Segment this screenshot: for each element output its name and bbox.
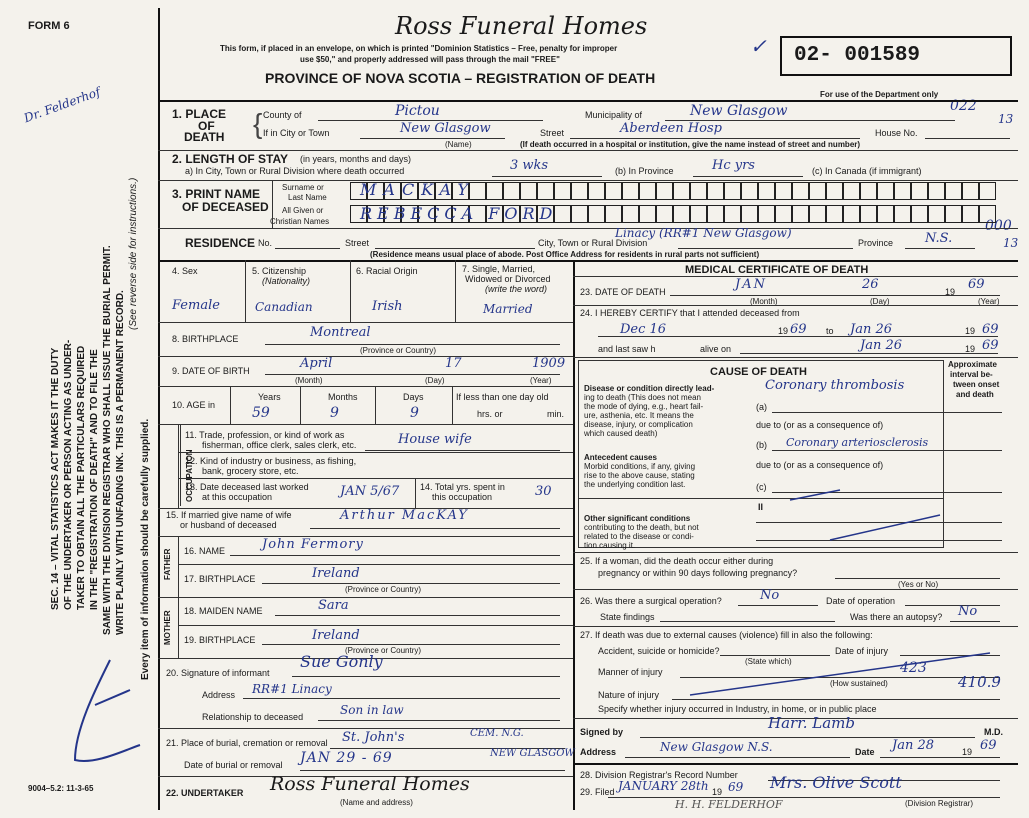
burial-place-note: CEM. N.G. — [470, 728, 524, 739]
informant-address-value[interactable]: RR#1 Linacy — [252, 682, 332, 696]
cause-b-value[interactable]: Coronary arteriosclerosis — [786, 436, 929, 449]
letter-box — [758, 205, 775, 223]
envelope-note-2: use $50," and properly addressed will pass through the mail "FREE" — [300, 55, 560, 64]
relationship-value[interactable]: Son in law — [340, 703, 404, 717]
autopsy-value[interactable]: No — [958, 604, 978, 619]
residence-label: RESIDENCE — [185, 236, 256, 250]
registrar-signature[interactable]: Mrs. Olive Scott — [770, 773, 902, 792]
county-value[interactable]: Pictou — [395, 103, 440, 119]
mother-maiden-value[interactable]: Sara — [318, 598, 349, 613]
burial-town-value: NEW GLASGOW — [490, 748, 575, 759]
municipality-value[interactable]: New Glasgow — [690, 103, 788, 119]
letter-box — [860, 205, 877, 223]
letter-box — [843, 205, 860, 223]
mother-side-label: MOTHER — [163, 610, 172, 645]
letter-box — [792, 182, 809, 200]
letter-box — [571, 205, 588, 223]
years-occupation-value[interactable]: 30 — [535, 484, 552, 499]
spouse-value[interactable]: Arthur MacKAY — [340, 508, 469, 523]
form-code: 9004–5.2: 11-3-65 — [28, 784, 94, 793]
side-instructions-7: (See reverse side for instructions.) — [128, 177, 139, 330]
dob-year-value[interactable]: 1909 — [532, 356, 566, 371]
father-side-label: FATHER — [163, 548, 172, 580]
letter-box — [571, 182, 588, 200]
residence-note: (Residence means usual place of abode. Post Office Address for residents in rural parts not sufficient) — [370, 250, 760, 259]
given-names-value[interactable]: REBECCA FORD — [360, 204, 558, 223]
letter-box — [622, 182, 639, 200]
margin-note: Dr. Felderhof — [22, 84, 103, 126]
letter-box — [826, 182, 843, 200]
cause-title: CAUSE OF DEATH — [710, 366, 807, 378]
letter-box — [979, 182, 996, 200]
letter-box — [690, 205, 707, 223]
letter-box — [486, 182, 503, 200]
city-value[interactable]: New Glasgow — [400, 121, 491, 136]
age-years-value[interactable]: 59 — [252, 405, 270, 421]
death-month-value[interactable]: JAN — [735, 277, 767, 292]
birthplace-value[interactable]: Montreal — [310, 325, 371, 340]
letter-box — [741, 182, 758, 200]
stay-province-value[interactable]: Hc yrs — [712, 158, 755, 173]
informant-signature[interactable]: Sue Gonly — [300, 652, 383, 671]
dept-code-1: 022 — [950, 98, 977, 114]
letter-box — [809, 205, 826, 223]
side-instructions-6: WRITE PLAINLY WITH UNFADING INK. THIS IS A PERMANENT RECORD. — [115, 290, 126, 635]
mother-birthplace-value[interactable]: Ireland — [312, 628, 360, 643]
brand-title: Ross Funeral Homes — [395, 12, 648, 40]
letter-box — [775, 205, 792, 223]
burial-date-value[interactable]: JAN 29 - 69 — [300, 750, 393, 766]
margin-scribble — [55, 650, 145, 780]
dept-code-2: 13 — [998, 112, 1014, 126]
letter-box — [860, 182, 877, 200]
province-value[interactable]: N.S. — [925, 231, 953, 246]
street-value[interactable]: Aberdeen Hosp — [620, 121, 722, 136]
letter-box — [928, 182, 945, 200]
death-registration-form: FORM 6 Ross Funeral Homes This form, if placed in an envelope, on which is printed "Dominion Statistics – Free, penalty for improper use $50," and properly addressed will pass through the mail "FREE" PROVINCE OF NOVA SCOTIA – REGISTRATION OF DEATH 02- 001589 For use of the Department only ✓ 022 13 000 13 Dr. Felderhof 9004–5.2: 11-3-65 SEC. 14 – VITAL STATISTICS ACT MAKES IT THE DUTY OF THE UNDERTAKER OR PERSON ACTING AS UNDER- TAKER TO OBTAIN ALL THE PARTICULARS REQUIRED IN THE "REGISTRATION OF DEATH" AND TO FILE THE SAME WITH THE DIVISION REGISTRAR WHO SHALL ISSUE THE BURIAL PERMIT. WRITE PLAINLY WITH UNFADING INK. THIS IS A PERMANENT RECORD. (See reverse side for instructions.) Every item of information should be carefully supplied. 1. PLACE OF DEATH { County of Pictou Municipality of New Glasgow If in City or Town New Glasgow (Name) Street Aberdeen Hosp House No. (If death occurred in a hospital or institution, give the name instead of street and number) 2. LENGTH OF STAY (in years, months and days) a) In City, Town or Rural Division where death occurred 3 wks (b) In Province Hc yrs (c) In Canada (if immigrant) 3. PRINT NAME OF DECEASED Surname or Last Name All Given or Christian Names MACKAY REBECCA FORD RESIDENCE No. Street City, Town or Rural Division Linacy (RR#1 New Glasgow) Province N.S. (Residence means usual place of abode. Post Office Address for residents in rural parts not sufficient) 4. Sex Female 5. Citizenship (Nationality) Canadian 6. Racial Origin Irish 7. Single, Married, Widowed or Divorced (write the word) Married 8. BIRTHPLACE Montreal (Province or Country) 9. DATE OF BIRTH April 17 1909 (Month) (Day) (Year) 10. AGE in Years Months Days If less than one day old hrs. or min. 59 9 9 OCCUPATION 11. Trade, profession, or kind of work as fisherman, office clerk, sales clerk, etc. House wife 12. Kind of industry or business, as fishing, bank, grocery store, etc. 13. Date deceased last worked at this occupation JAN 5/67 14. Total yrs. spent in this occupation 30 15. If married give name of wife or husband of deceased Arthur MacKAY FATHER 16. NAME John Fermory 17. BIRTHPLACE Ireland (Province or Country) MOTHER 18. MAIDEN NAME Sara 19. BIRTHPLACE Ireland (Province or Country) 20. Signature of informant Sue Gonly Address RR#1 Linacy Relationship to deceased Son in law 21. Place of burial, cremation or removal St. John's CEM. N.G. Date of burial or removal JAN 29 - 69 NEW GLASGOW 22. UNDERTAKER Ross Funeral Homes (Name and address) MEDICAL CERTIFICATE OF DEATH 23. DATE OF DEATH JAN 26 19 69 (Month) (Day) (Year) 24. I HEREBY CERTIFY that I attended deceased from Dec 16 19 69 to Jan 26 19 69 and last saw h alive on Jan 26 19 69 CAUSE OF DEATH Approximate interval be- tween onset and death Disease or condition directly lead- ing to death (This does not mean the mode of dying, e.g., heart fail- ure, asthenia, etc. It means the disease, injury, or complication which caused death) (a) Coronary thrombosis due to (or as a consequence of) (b) Coronary arteriosclerosis Antecedent causes Morbid conditions, if any, giving rise to the above cause, stating the underlying condition last. due to (or as a consequence of) (c) II Other significant conditions contributing to the death, but not related to the disease or condi- tion causing it. 25. If a woman, did the death occur either during pregnancy or within 90 days following pregnancy? (Yes or No) 26. Was there a surgical operation? No Date of operation State findings Was there an autopsy? No 27. If death was due to external causes (violence) fill in also the following: Accident, suicide or homicide? (State which) Date of injury Manner of injury (How sustained) 423 Nature of injury 410.9 Specify whether injury occurred in Industry, in home, or in public place Signed by Harr. Lamb M.D. Address New Glasgow N.S. Date Jan 28 19 69 28. Division Registrar's Record Number 29. Filed JANUARY 28th 19 69 Mrs. Olive Scott (Division Registrar) H. H. FELDERHOF — [0, 0, 1029, 818]
letter-box — [537, 182, 554, 200]
letter-box — [656, 182, 673, 200]
registrar-stamp: H. H. FELDERHOF — [675, 798, 783, 811]
letter-box — [877, 205, 894, 223]
letter-box — [962, 182, 979, 200]
last-worked-value[interactable]: JAN 5/67 — [340, 484, 400, 499]
side-instructions-2: OF THE UNDERTAKER OR PERSON ACTING AS UNDER- — [63, 339, 74, 610]
letter-box — [945, 182, 962, 200]
letter-box — [690, 182, 707, 200]
letter-box — [656, 205, 673, 223]
physician-date-value[interactable]: Jan 28 — [892, 738, 935, 753]
age-days-value[interactable]: 9 — [410, 405, 419, 421]
letter-box — [724, 182, 741, 200]
letter-box — [741, 205, 758, 223]
occupation-value[interactable]: House wife — [398, 432, 472, 447]
occupation-side-label: OCCUPATION — [185, 449, 194, 502]
letter-box — [928, 205, 945, 223]
side-instructions-5: SAME WITH THE DIVISION REGISTRAR WHO SHALL ISSUE THE BURIAL PERMIT. — [102, 245, 113, 635]
envelope-note-1: This form, if placed in an envelope, on which is printed "Dominion Statistics – Free, penalty for improper — [220, 44, 618, 53]
letter-box — [775, 182, 792, 200]
medical-certificate-title: MEDICAL CERTIFICATE OF DEATH — [685, 264, 869, 276]
letter-box — [724, 205, 741, 223]
undertaker-value[interactable]: Ross Funeral Homes — [270, 773, 470, 795]
code-b-value: 410.9 — [958, 673, 1001, 691]
dept-code-4: 13 — [1003, 236, 1019, 250]
side-instructions-1: SEC. 14 – VITAL STATISTICS ACT MAKES IT THE DUTY — [50, 347, 61, 610]
dept-code-3: 000 — [985, 218, 1012, 234]
letter-box — [673, 205, 690, 223]
letter-box — [911, 182, 928, 200]
letter-box — [622, 205, 639, 223]
racial-origin-value[interactable]: Irish — [372, 299, 403, 314]
letter-box — [843, 182, 860, 200]
letter-box — [588, 182, 605, 200]
letter-box — [792, 205, 809, 223]
letter-box — [877, 182, 894, 200]
burial-place-value[interactable]: St. John's — [342, 730, 405, 745]
cause-a-value[interactable]: Coronary thrombosis — [765, 378, 905, 393]
sex-value[interactable]: Female — [172, 298, 220, 313]
letter-box — [945, 205, 962, 223]
age-months-value[interactable]: 9 — [330, 405, 339, 421]
letter-box — [894, 205, 911, 223]
letter-box — [979, 205, 996, 223]
attended-to-value[interactable]: Jan 26 — [850, 322, 893, 337]
stay-city-value[interactable]: 3 wks — [510, 158, 549, 173]
print-name-label: 3. PRINT NAME — [172, 187, 261, 201]
hospital-note: (If death occurred in a hospital or institution, give the name instead of street and number) — [520, 140, 861, 149]
attended-from-value[interactable]: Dec 16 — [620, 322, 667, 337]
injury-cross-out — [680, 645, 1000, 705]
side-instructions-8: Every item of information should be carefully supplied. — [140, 418, 151, 680]
letter-box — [758, 182, 775, 200]
letter-box — [639, 182, 656, 200]
letter-box — [673, 182, 690, 200]
letter-box — [707, 205, 724, 223]
check-mark: ✓ — [750, 34, 767, 58]
death-year-value[interactable]: 69 — [968, 277, 985, 292]
letter-box — [520, 182, 537, 200]
physician-address-value[interactable]: New Glasgow N.S. — [660, 740, 773, 754]
citizenship-value[interactable]: Canadian — [255, 300, 313, 314]
place-label: 1. PLACE — [172, 107, 227, 121]
father-name-value[interactable]: John Fermory — [262, 537, 364, 552]
letter-box — [503, 182, 520, 200]
form-number: FORM 6 — [28, 20, 70, 32]
letter-box — [894, 182, 911, 200]
surgical-operation-value[interactable]: No — [760, 588, 780, 603]
department-use-label: For use of the Department only — [820, 90, 939, 99]
registration-number-box — [780, 36, 1012, 76]
dob-day-value[interactable]: 17 — [445, 356, 462, 371]
letter-box — [962, 205, 979, 223]
father-birthplace-value[interactable]: Ireland — [312, 566, 360, 581]
residence-value[interactable]: Linacy (RR#1 New Glasgow) — [615, 226, 792, 240]
letter-box — [605, 205, 622, 223]
filed-date-value[interactable]: JANUARY 28th — [618, 779, 709, 793]
letter-box — [707, 182, 724, 200]
letter-box — [605, 182, 622, 200]
last-seen-value[interactable]: Jan 26 — [860, 338, 903, 353]
death-day-value[interactable]: 26 — [862, 277, 879, 292]
letter-box — [554, 182, 571, 200]
cross-out-strokes — [780, 470, 960, 550]
letter-box — [588, 205, 605, 223]
side-instructions-4: IN THE "REGISTRATION OF DEATH" AND TO FILE THE — [89, 349, 100, 610]
surname-value[interactable]: MACKAY — [360, 180, 475, 199]
physician-signature[interactable]: Harr. Lamb — [768, 714, 855, 732]
length-of-stay-label: 2. LENGTH OF STAY — [172, 152, 289, 166]
dob-month-value[interactable]: April — [300, 356, 333, 371]
form-title: PROVINCE OF NOVA SCOTIA – REGISTRATION OF DEATH — [265, 70, 656, 86]
side-instructions-3: TAKER TO OBTAIN ALL THE PARTICULARS REQUIRED — [76, 345, 87, 610]
letter-box — [809, 182, 826, 200]
code-a-value: 423 — [900, 660, 927, 676]
letter-box — [826, 205, 843, 223]
registration-number: 02- 001589 — [794, 44, 921, 67]
marital-status-value[interactable]: Married — [483, 302, 533, 316]
letter-box — [639, 205, 656, 223]
letter-box — [911, 205, 928, 223]
